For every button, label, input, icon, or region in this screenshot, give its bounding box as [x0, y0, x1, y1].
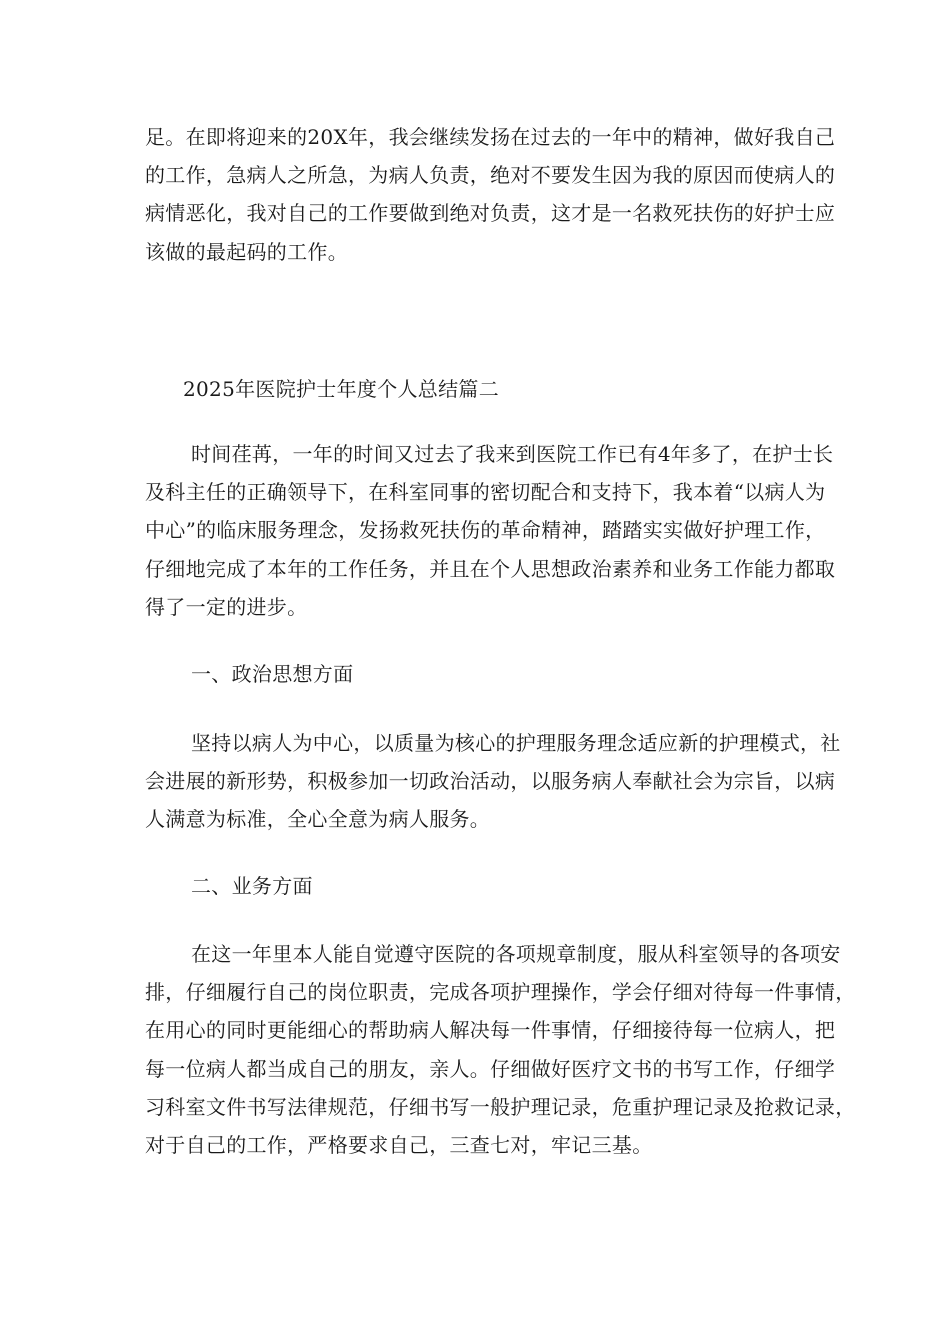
paragraph-line: 该做的最起码的工作。 — [145, 239, 348, 264]
paragraph-line: 每一位病人都当成自己的朋友，亲人。仔细做好医疗文书的书写工作，仔细学 — [145, 1056, 836, 1081]
paragraph-line: 坚持以病人为中心，以质量为核心的护理服务理念适应新的护理模式，社 — [191, 731, 841, 755]
paragraph-line: 病情恶化，我对自己的工作要做到绝对负责，这才是一名救死扶伤的好护士应 — [145, 201, 836, 226]
paragraph-line: 在这一年里本人能自觉遵守医院的各项规章制度，服从科室领导的各项安 — [191, 942, 841, 966]
subsection-heading-text: 一、政治思想方面 — [191, 662, 354, 686]
paragraph-line: 习科室文件书写法律规范，仔细书写一般护理记录，危重护理记录及抢救记录， — [145, 1094, 856, 1119]
paragraph-line: 人满意为标准，全心全意为病人服务。 — [145, 807, 491, 832]
paragraph-line: 得了一定的进步。 — [145, 594, 308, 619]
paragraph-line: 中心”的临床服务理念，发扬救死扶伤的革命精神，踏踏实实做好护理工作， — [145, 518, 826, 543]
paragraph-line: 在用心的同时更能细心的帮助病人解决每一件事情，仔细接待每一位病人，把 — [145, 1018, 836, 1043]
section-title-text: 2025年医院护士年度个人总结篇二 — [183, 377, 499, 401]
paragraph-line: 会进展的新形势，积极参加一切政治活动，以服务病人奉献社会为宗旨，以病 — [145, 769, 836, 794]
intro-paragraph — [145, 118, 836, 271]
business-paragraph — [145, 935, 856, 1164]
politics-paragraph — [145, 724, 841, 839]
section-title — [183, 370, 853, 408]
paragraph-line: 排，仔细履行自己的岗位职责，完成各项护理操作，学会仔细对待每一件事情， — [145, 980, 856, 1005]
business-heading — [191, 867, 861, 905]
subsection-heading-text: 二、业务方面 — [191, 874, 313, 898]
politics-heading — [191, 655, 861, 693]
paragraph-line: 及科主任的正确领导下，在科室同事的密切配合和支持下，我本着“以病人为 — [145, 480, 826, 505]
paragraph-line: 的工作，急病人之所急，为病人负责，绝对不要发生因为我的原因而使病人的 — [145, 163, 836, 188]
paragraph-line: 对于自己的工作，严格要求自己，三查七对，牢记三基。 — [145, 1132, 653, 1157]
paragraph-line: 仔细地完成了本年的工作任务，并且在个人思想政治素养和业务工作能力都取 — [145, 556, 836, 581]
opening-paragraph — [145, 435, 836, 626]
paragraph-line: 时间荏苒，一年的时间又过去了我来到医院工作已有4年多了，在护士长 — [191, 442, 834, 466]
paragraph-line: 足。在即将迎来的20X年，我会继续发扬在过去的一年中的精神，做好我自己 — [145, 125, 836, 149]
